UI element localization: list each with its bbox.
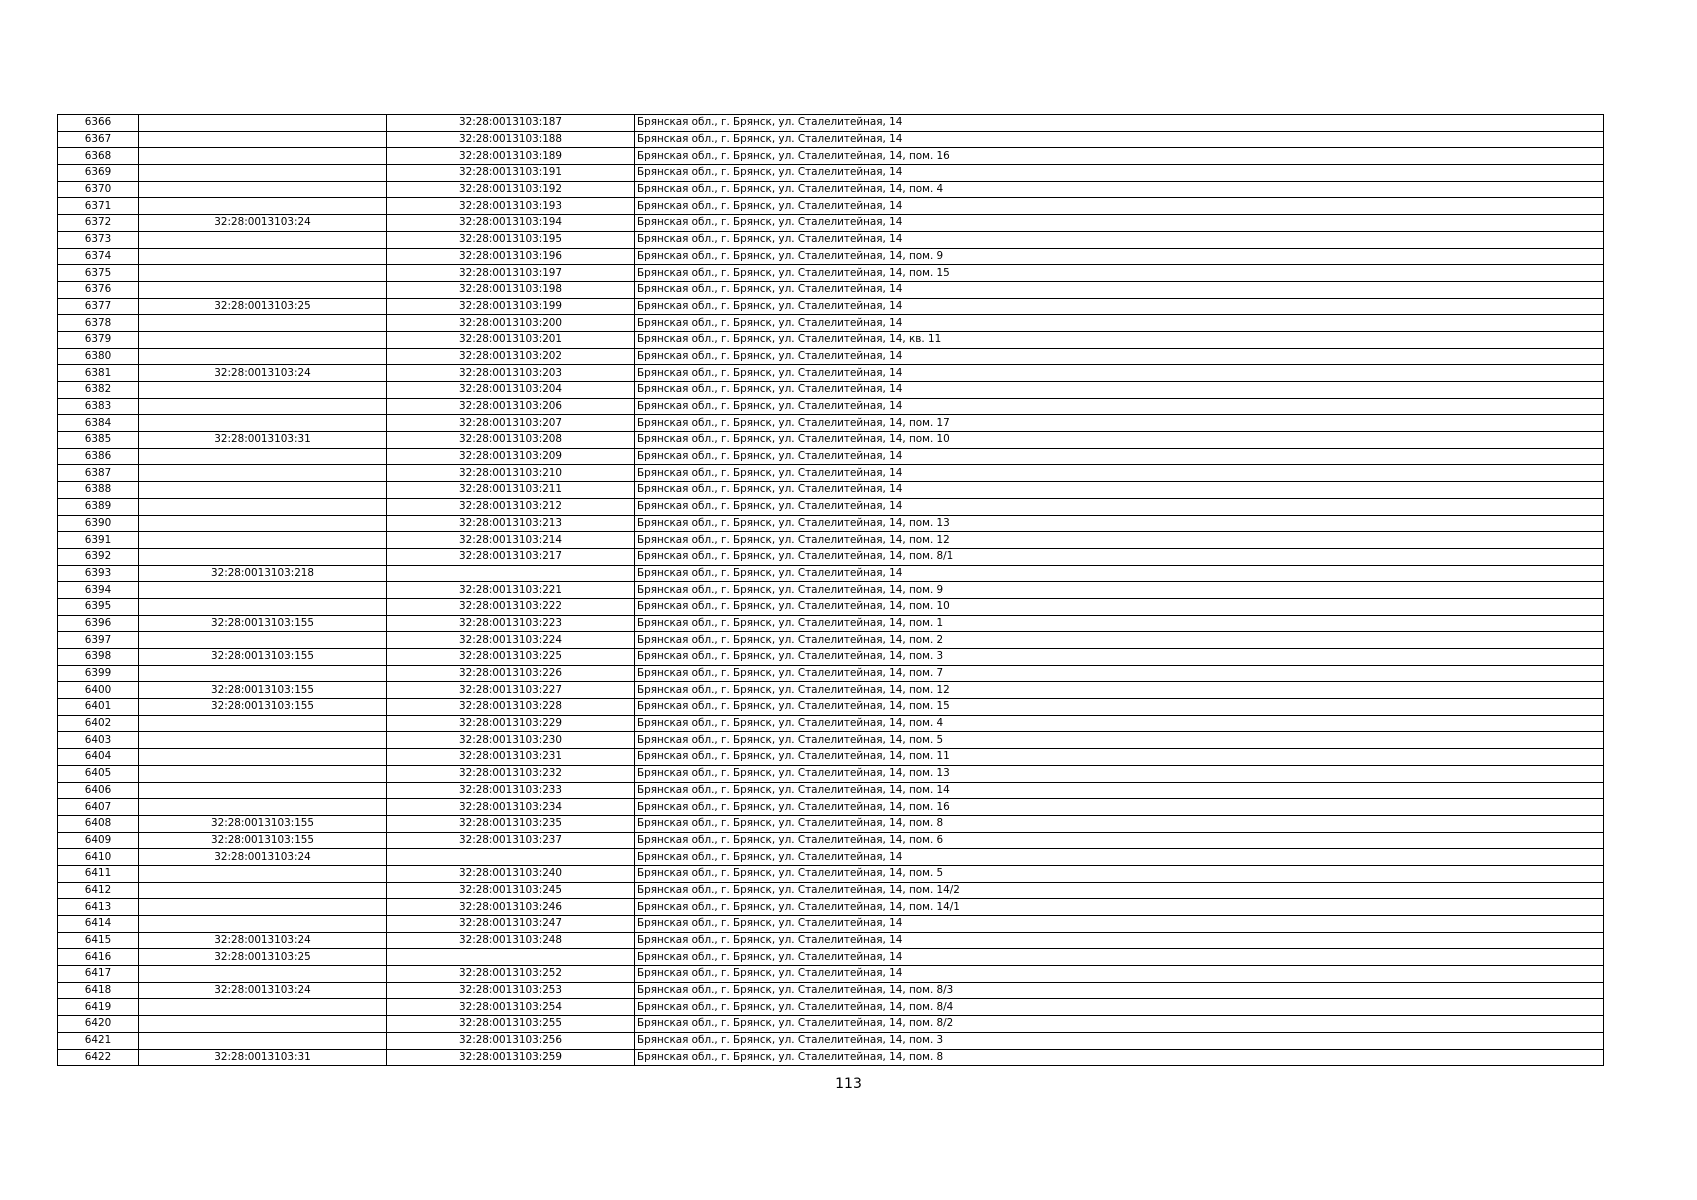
table-row xyxy=(58,1049,1604,1066)
cadastral-number-cell: 32:28:0013103:224 xyxy=(387,632,635,649)
address-cell: Брянская обл., г. Брянск, ул. Сталелитейная, 14, пом. 8/4 xyxy=(635,999,1604,1016)
parent-cadastral-number-cell xyxy=(139,448,387,465)
address-cell: Брянская обл., г. Брянск, ул. Сталелитейная, 14 xyxy=(635,398,1604,415)
cadastral-number-cell: 32:28:0013103:209 xyxy=(387,448,635,465)
parent-cadastral-number-cell: 32:28:0013103:155 xyxy=(139,615,387,632)
parent-cadastral-number-cell: 32:28:0013103:155 xyxy=(139,649,387,666)
table-row xyxy=(58,882,1604,899)
table-row xyxy=(58,916,1604,933)
table-row xyxy=(58,298,1604,315)
address-cell: Брянская обл., г. Брянск, ул. Сталелитейная, 14 xyxy=(635,198,1604,215)
parent-cadastral-number-cell: 32:28:0013103:31 xyxy=(139,432,387,449)
address-cell: Брянская обл., г. Брянск, ул. Сталелитейная, 14, пом. 9 xyxy=(635,582,1604,599)
row-number-cell: 6411 xyxy=(58,865,139,882)
cadastral-number-cell: 32:28:0013103:223 xyxy=(387,615,635,632)
cadastral-number-cell: 32:28:0013103:254 xyxy=(387,999,635,1016)
table-row xyxy=(58,382,1604,399)
row-number-cell: 6367 xyxy=(58,131,139,148)
cadastral-number-cell: 32:28:0013103:222 xyxy=(387,598,635,615)
cadastral-number-cell xyxy=(387,565,635,582)
row-number-cell: 6418 xyxy=(58,982,139,999)
cadastral-number-cell: 32:28:0013103:194 xyxy=(387,215,635,232)
cadastral-number-cell: 32:28:0013103:202 xyxy=(387,348,635,365)
row-number-cell: 6370 xyxy=(58,181,139,198)
address-cell: Брянская обл., г. Брянск, ул. Сталелитейная, 14, пом. 5 xyxy=(635,732,1604,749)
address-cell: Брянская обл., г. Брянск, ул. Сталелитейная, 14, пом. 10 xyxy=(635,598,1604,615)
address-cell: Брянская обл., г. Брянск, ул. Сталелитейная, 14, пом. 12 xyxy=(635,682,1604,699)
table-row xyxy=(58,966,1604,983)
row-number-cell: 6380 xyxy=(58,348,139,365)
table-row xyxy=(58,799,1604,816)
address-cell: Брянская обл., г. Брянск, ул. Сталелитейная, 14 xyxy=(635,916,1604,933)
parent-cadastral-number-cell xyxy=(139,532,387,549)
row-number-cell: 6403 xyxy=(58,732,139,749)
cadastral-number-cell: 32:28:0013103:214 xyxy=(387,532,635,549)
parent-cadastral-number-cell: 32:28:0013103:24 xyxy=(139,365,387,382)
cadastral-number-cell xyxy=(387,849,635,866)
row-number-cell: 6376 xyxy=(58,281,139,298)
cadastral-number-cell: 32:28:0013103:252 xyxy=(387,966,635,983)
row-number-cell: 6417 xyxy=(58,966,139,983)
parent-cadastral-number-cell xyxy=(139,181,387,198)
cadastral-number-cell: 32:28:0013103:195 xyxy=(387,231,635,248)
row-number-cell: 6396 xyxy=(58,615,139,632)
row-number-cell: 6389 xyxy=(58,498,139,515)
parent-cadastral-number-cell xyxy=(139,131,387,148)
table-row xyxy=(58,582,1604,599)
row-number-cell: 6391 xyxy=(58,532,139,549)
row-number-cell: 6415 xyxy=(58,932,139,949)
cadastral-register-table xyxy=(57,114,1604,1066)
parent-cadastral-number-cell xyxy=(139,165,387,182)
cadastral-number-cell: 32:28:0013103:229 xyxy=(387,715,635,732)
cadastral-number-cell: 32:28:0013103:201 xyxy=(387,331,635,348)
row-number-cell: 6408 xyxy=(58,815,139,832)
table-row xyxy=(58,999,1604,1016)
address-cell: Брянская обл., г. Брянск, ул. Сталелитейная, 14, пом. 1 xyxy=(635,615,1604,632)
table-row xyxy=(58,565,1604,582)
parent-cadastral-number-cell xyxy=(139,732,387,749)
address-cell: Брянская обл., г. Брянск, ул. Сталелитейная, 14, пом. 9 xyxy=(635,248,1604,265)
row-number-cell: 6386 xyxy=(58,448,139,465)
row-number-cell: 6379 xyxy=(58,331,139,348)
address-cell: Брянская обл., г. Брянск, ул. Сталелитейная, 14, пом. 7 xyxy=(635,665,1604,682)
parent-cadastral-number-cell xyxy=(139,498,387,515)
address-cell: Брянская обл., г. Брянск, ул. Сталелитейная, 14 xyxy=(635,115,1604,132)
row-number-cell: 6372 xyxy=(58,215,139,232)
table-row xyxy=(58,131,1604,148)
table-row xyxy=(58,148,1604,165)
parent-cadastral-number-cell xyxy=(139,281,387,298)
table-row xyxy=(58,1032,1604,1049)
cadastral-number-cell: 32:28:0013103:217 xyxy=(387,548,635,565)
cadastral-number-cell: 32:28:0013103:188 xyxy=(387,131,635,148)
table-row xyxy=(58,198,1604,215)
address-cell: Брянская обл., г. Брянск, ул. Сталелитейная, 14, пом. 15 xyxy=(635,265,1604,282)
row-number-cell: 6420 xyxy=(58,1016,139,1033)
address-cell: Брянская обл., г. Брянск, ул. Сталелитейная, 14 xyxy=(635,565,1604,582)
parent-cadastral-number-cell xyxy=(139,665,387,682)
row-number-cell: 6385 xyxy=(58,432,139,449)
table-row xyxy=(58,315,1604,332)
cadastral-number-cell: 32:28:0013103:246 xyxy=(387,899,635,916)
parent-cadastral-number-cell xyxy=(139,315,387,332)
parent-cadastral-number-cell: 32:28:0013103:25 xyxy=(139,949,387,966)
parent-cadastral-number-cell xyxy=(139,1016,387,1033)
row-number-cell: 6366 xyxy=(58,115,139,132)
cadastral-number-cell: 32:28:0013103:231 xyxy=(387,749,635,766)
address-cell: Брянская обл., г. Брянск, ул. Сталелитейная, 14, пом. 12 xyxy=(635,532,1604,549)
row-number-cell: 6409 xyxy=(58,832,139,849)
row-number-cell: 6405 xyxy=(58,765,139,782)
row-number-cell: 6382 xyxy=(58,382,139,399)
cadastral-number-cell: 32:28:0013103:207 xyxy=(387,415,635,432)
address-cell: Брянская обл., г. Брянск, ул. Сталелитейная, 14, пом. 16 xyxy=(635,799,1604,816)
address-cell: Брянская обл., г. Брянск, ул. Сталелитейная, 14, пом. 8/2 xyxy=(635,1016,1604,1033)
address-cell: Брянская обл., г. Брянск, ул. Сталелитейная, 14, пом. 14/1 xyxy=(635,899,1604,916)
row-number-cell: 6421 xyxy=(58,1032,139,1049)
cadastral-number-cell: 32:28:0013103:210 xyxy=(387,465,635,482)
row-number-cell: 6412 xyxy=(58,882,139,899)
cadastral-number-cell: 32:28:0013103:191 xyxy=(387,165,635,182)
address-cell: Брянская обл., г. Брянск, ул. Сталелитейная, 14, пом. 4 xyxy=(635,181,1604,198)
cadastral-number-cell: 32:28:0013103:208 xyxy=(387,432,635,449)
parent-cadastral-number-cell: 32:28:0013103:155 xyxy=(139,699,387,716)
row-number-cell: 6407 xyxy=(58,799,139,816)
row-number-cell: 6373 xyxy=(58,231,139,248)
row-number-cell: 6397 xyxy=(58,632,139,649)
table-row xyxy=(58,865,1604,882)
table-row xyxy=(58,649,1604,666)
parent-cadastral-number-cell xyxy=(139,882,387,899)
row-number-cell: 6381 xyxy=(58,365,139,382)
address-cell: Брянская обл., г. Брянск, ул. Сталелитейная, 14 xyxy=(635,482,1604,499)
row-number-cell: 6402 xyxy=(58,715,139,732)
row-number-cell: 6414 xyxy=(58,916,139,933)
cadastral-number-cell: 32:28:0013103:196 xyxy=(387,248,635,265)
address-cell: Брянская обл., г. Брянск, ул. Сталелитейная, 14 xyxy=(635,498,1604,515)
address-cell: Брянская обл., г. Брянск, ул. Сталелитейная, 14, пом. 2 xyxy=(635,632,1604,649)
cadastral-number-cell: 32:28:0013103:199 xyxy=(387,298,635,315)
parent-cadastral-number-cell xyxy=(139,999,387,1016)
table-row xyxy=(58,832,1604,849)
address-cell: Брянская обл., г. Брянск, ул. Сталелитейная, 14, пом. 10 xyxy=(635,432,1604,449)
cadastral-number-cell: 32:28:0013103:197 xyxy=(387,265,635,282)
parent-cadastral-number-cell xyxy=(139,265,387,282)
parent-cadastral-number-cell: 32:28:0013103:25 xyxy=(139,298,387,315)
cadastral-number-cell: 32:28:0013103:211 xyxy=(387,482,635,499)
row-number-cell: 6400 xyxy=(58,682,139,699)
table-row xyxy=(58,165,1604,182)
parent-cadastral-number-cell xyxy=(139,799,387,816)
table-row xyxy=(58,715,1604,732)
parent-cadastral-number-cell xyxy=(139,331,387,348)
table-row xyxy=(58,615,1604,632)
address-cell: Брянская обл., г. Брянск, ул. Сталелитейная, 14 xyxy=(635,365,1604,382)
table-row xyxy=(58,749,1604,766)
row-number-cell: 6368 xyxy=(58,148,139,165)
address-cell: Брянская обл., г. Брянск, ул. Сталелитейная, 14, пом. 8/1 xyxy=(635,548,1604,565)
cadastral-number-cell xyxy=(387,949,635,966)
address-cell: Брянская обл., г. Брянск, ул. Сталелитейная, 14 xyxy=(635,131,1604,148)
cadastral-number-cell: 32:28:0013103:245 xyxy=(387,882,635,899)
table-row xyxy=(58,231,1604,248)
parent-cadastral-number-cell xyxy=(139,632,387,649)
parent-cadastral-number-cell xyxy=(139,231,387,248)
row-number-cell: 6413 xyxy=(58,899,139,916)
table-row xyxy=(58,432,1604,449)
parent-cadastral-number-cell xyxy=(139,1032,387,1049)
address-cell: Брянская обл., г. Брянск, ул. Сталелитейная, 14, пом. 8 xyxy=(635,1049,1604,1066)
address-cell: Брянская обл., г. Брянск, ул. Сталелитейная, 14 xyxy=(635,298,1604,315)
parent-cadastral-number-cell xyxy=(139,548,387,565)
cadastral-number-cell: 32:28:0013103:212 xyxy=(387,498,635,515)
row-number-cell: 6404 xyxy=(58,749,139,766)
parent-cadastral-number-cell xyxy=(139,782,387,799)
table-row xyxy=(58,949,1604,966)
cadastral-number-cell: 32:28:0013103:237 xyxy=(387,832,635,849)
table-row xyxy=(58,765,1604,782)
parent-cadastral-number-cell: 32:28:0013103:155 xyxy=(139,832,387,849)
table-row xyxy=(58,498,1604,515)
cadastral-number-cell: 32:28:0013103:213 xyxy=(387,515,635,532)
table-row xyxy=(58,515,1604,532)
cadastral-number-cell: 32:28:0013103:253 xyxy=(387,982,635,999)
cadastral-number-cell: 32:28:0013103:247 xyxy=(387,916,635,933)
cadastral-number-cell: 32:28:0013103:221 xyxy=(387,582,635,599)
cadastral-number-cell: 32:28:0013103:230 xyxy=(387,732,635,749)
cadastral-number-cell: 32:28:0013103:198 xyxy=(387,281,635,298)
table-row xyxy=(58,782,1604,799)
parent-cadastral-number-cell: 32:28:0013103:24 xyxy=(139,982,387,999)
parent-cadastral-number-cell xyxy=(139,582,387,599)
row-number-cell: 6416 xyxy=(58,949,139,966)
address-cell: Брянская обл., г. Брянск, ул. Сталелитейная, 14 xyxy=(635,949,1604,966)
table-row xyxy=(58,281,1604,298)
table-row xyxy=(58,899,1604,916)
cadastral-number-cell: 32:28:0013103:226 xyxy=(387,665,635,682)
table-row xyxy=(58,665,1604,682)
page-number: 113 xyxy=(835,1076,862,1092)
register-table-body xyxy=(58,115,1604,1066)
parent-cadastral-number-cell xyxy=(139,148,387,165)
parent-cadastral-number-cell xyxy=(139,382,387,399)
parent-cadastral-number-cell xyxy=(139,715,387,732)
address-cell: Брянская обл., г. Брянск, ул. Сталелитейная, 14, пом. 8/3 xyxy=(635,982,1604,999)
address-cell: Брянская обл., г. Брянск, ул. Сталелитейная, 14, пом. 4 xyxy=(635,715,1604,732)
address-cell: Брянская обл., г. Брянск, ул. Сталелитейная, 14 xyxy=(635,231,1604,248)
table-row xyxy=(58,331,1604,348)
table-row xyxy=(58,632,1604,649)
cadastral-number-cell: 32:28:0013103:193 xyxy=(387,198,635,215)
cadastral-number-cell: 32:28:0013103:225 xyxy=(387,649,635,666)
table-row xyxy=(58,1016,1604,1033)
address-cell: Брянская обл., г. Брянск, ул. Сталелитейная, 14, пом. 13 xyxy=(635,515,1604,532)
parent-cadastral-number-cell xyxy=(139,115,387,132)
parent-cadastral-number-cell xyxy=(139,749,387,766)
parent-cadastral-number-cell: 32:28:0013103:218 xyxy=(139,565,387,582)
table-row xyxy=(58,115,1604,132)
parent-cadastral-number-cell: 32:28:0013103:31 xyxy=(139,1049,387,1066)
parent-cadastral-number-cell xyxy=(139,348,387,365)
cadastral-number-cell: 32:28:0013103:187 xyxy=(387,115,635,132)
table-row xyxy=(58,448,1604,465)
parent-cadastral-number-cell xyxy=(139,248,387,265)
address-cell: Брянская обл., г. Брянск, ул. Сталелитейная, 14 xyxy=(635,215,1604,232)
table-row xyxy=(58,415,1604,432)
row-number-cell: 6398 xyxy=(58,649,139,666)
parent-cadastral-number-cell xyxy=(139,415,387,432)
row-number-cell: 6392 xyxy=(58,548,139,565)
address-cell: Брянская обл., г. Брянск, ул. Сталелитейная, 14, пом. 6 xyxy=(635,832,1604,849)
cadastral-number-cell: 32:28:0013103:203 xyxy=(387,365,635,382)
address-cell: Брянская обл., г. Брянск, ул. Сталелитейная, 14 xyxy=(635,849,1604,866)
address-cell: Брянская обл., г. Брянск, ул. Сталелитейная, 14, пом. 14/2 xyxy=(635,882,1604,899)
row-number-cell: 6395 xyxy=(58,598,139,615)
address-cell: Брянская обл., г. Брянск, ул. Сталелитейная, 14 xyxy=(635,165,1604,182)
row-number-cell: 6390 xyxy=(58,515,139,532)
table-row xyxy=(58,532,1604,549)
row-number-cell: 6406 xyxy=(58,782,139,799)
cadastral-number-cell: 32:28:0013103:189 xyxy=(387,148,635,165)
address-cell: Брянская обл., г. Брянск, ул. Сталелитейная, 14, пом. 3 xyxy=(635,1032,1604,1049)
address-cell: Брянская обл., г. Брянск, ул. Сталелитейная, 14, пом. 17 xyxy=(635,415,1604,432)
address-cell: Брянская обл., г. Брянск, ул. Сталелитейная, 14, пом. 16 xyxy=(635,148,1604,165)
parent-cadastral-number-cell xyxy=(139,198,387,215)
address-cell: Брянская обл., г. Брянск, ул. Сталелитейная, 14 xyxy=(635,465,1604,482)
row-number-cell: 6369 xyxy=(58,165,139,182)
parent-cadastral-number-cell xyxy=(139,916,387,933)
row-number-cell: 6401 xyxy=(58,699,139,716)
address-cell: Брянская обл., г. Брянск, ул. Сталелитейная, 14, пом. 11 xyxy=(635,749,1604,766)
address-cell: Брянская обл., г. Брянск, ул. Сталелитейная, 14, кв. 11 xyxy=(635,331,1604,348)
address-cell: Брянская обл., г. Брянск, ул. Сталелитейная, 14 xyxy=(635,315,1604,332)
cadastral-number-cell: 32:28:0013103:255 xyxy=(387,1016,635,1033)
parent-cadastral-number-cell: 32:28:0013103:155 xyxy=(139,815,387,832)
row-number-cell: 6375 xyxy=(58,265,139,282)
table-row xyxy=(58,365,1604,382)
cadastral-number-cell: 32:28:0013103:228 xyxy=(387,699,635,716)
table-row xyxy=(58,982,1604,999)
parent-cadastral-number-cell xyxy=(139,865,387,882)
table-row xyxy=(58,348,1604,365)
table-row xyxy=(58,682,1604,699)
table-row xyxy=(58,215,1604,232)
address-cell: Брянская обл., г. Брянск, ул. Сталелитейная, 14, пом. 3 xyxy=(635,649,1604,666)
table-row xyxy=(58,265,1604,282)
table-row xyxy=(58,398,1604,415)
row-number-cell: 6374 xyxy=(58,248,139,265)
table-row xyxy=(58,181,1604,198)
cadastral-number-cell: 32:28:0013103:227 xyxy=(387,682,635,699)
address-cell: Брянская обл., г. Брянск, ул. Сталелитейная, 14 xyxy=(635,281,1604,298)
row-number-cell: 6419 xyxy=(58,999,139,1016)
parent-cadastral-number-cell xyxy=(139,398,387,415)
row-number-cell: 6378 xyxy=(58,315,139,332)
parent-cadastral-number-cell xyxy=(139,465,387,482)
row-number-cell: 6410 xyxy=(58,849,139,866)
parent-cadastral-number-cell: 32:28:0013103:24 xyxy=(139,932,387,949)
table-row xyxy=(58,548,1604,565)
address-cell: Брянская обл., г. Брянск, ул. Сталелитейная, 14, пом. 15 xyxy=(635,699,1604,716)
row-number-cell: 6422 xyxy=(58,1049,139,1066)
address-cell: Брянская обл., г. Брянск, ул. Сталелитейная, 14 xyxy=(635,932,1604,949)
parent-cadastral-number-cell xyxy=(139,515,387,532)
cadastral-number-cell: 32:28:0013103:259 xyxy=(387,1049,635,1066)
parent-cadastral-number-cell: 32:28:0013103:24 xyxy=(139,849,387,866)
table-row xyxy=(58,932,1604,949)
cadastral-number-cell: 32:28:0013103:235 xyxy=(387,815,635,832)
parent-cadastral-number-cell xyxy=(139,598,387,615)
row-number-cell: 6377 xyxy=(58,298,139,315)
row-number-cell: 6399 xyxy=(58,665,139,682)
cadastral-number-cell: 32:28:0013103:192 xyxy=(387,181,635,198)
cadastral-number-cell: 32:28:0013103:206 xyxy=(387,398,635,415)
row-number-cell: 6384 xyxy=(58,415,139,432)
address-cell: Брянская обл., г. Брянск, ул. Сталелитейная, 14 xyxy=(635,382,1604,399)
parent-cadastral-number-cell xyxy=(139,765,387,782)
table-row xyxy=(58,482,1604,499)
table-row xyxy=(58,815,1604,832)
address-cell: Брянская обл., г. Брянск, ул. Сталелитейная, 14 xyxy=(635,348,1604,365)
table-row xyxy=(58,732,1604,749)
table-row xyxy=(58,248,1604,265)
address-cell: Брянская обл., г. Брянск, ул. Сталелитейная, 14, пом. 8 xyxy=(635,815,1604,832)
cadastral-number-cell: 32:28:0013103:234 xyxy=(387,799,635,816)
address-cell: Брянская обл., г. Брянск, ул. Сталелитейная, 14 xyxy=(635,966,1604,983)
address-cell: Брянская обл., г. Брянск, ул. Сталелитейная, 14, пом. 13 xyxy=(635,765,1604,782)
table-row xyxy=(58,598,1604,615)
cadastral-number-cell: 32:28:0013103:232 xyxy=(387,765,635,782)
parent-cadastral-number-cell xyxy=(139,899,387,916)
row-number-cell: 6393 xyxy=(58,565,139,582)
table-row xyxy=(58,849,1604,866)
row-number-cell: 6383 xyxy=(58,398,139,415)
row-number-cell: 6371 xyxy=(58,198,139,215)
parent-cadastral-number-cell xyxy=(139,966,387,983)
parent-cadastral-number-cell: 32:28:0013103:24 xyxy=(139,215,387,232)
row-number-cell: 6388 xyxy=(58,482,139,499)
table-row xyxy=(58,699,1604,716)
cadastral-number-cell: 32:28:0013103:233 xyxy=(387,782,635,799)
address-cell: Брянская обл., г. Брянск, ул. Сталелитейная, 14, пом. 14 xyxy=(635,782,1604,799)
row-number-cell: 6387 xyxy=(58,465,139,482)
parent-cadastral-number-cell xyxy=(139,482,387,499)
cadastral-number-cell: 32:28:0013103:248 xyxy=(387,932,635,949)
parent-cadastral-number-cell: 32:28:0013103:155 xyxy=(139,682,387,699)
address-cell: Брянская обл., г. Брянск, ул. Сталелитейная, 14, пом. 5 xyxy=(635,865,1604,882)
cadastral-number-cell: 32:28:0013103:204 xyxy=(387,382,635,399)
cadastral-number-cell: 32:28:0013103:256 xyxy=(387,1032,635,1049)
cadastral-number-cell: 32:28:0013103:200 xyxy=(387,315,635,332)
table-row xyxy=(58,465,1604,482)
cadastral-number-cell: 32:28:0013103:240 xyxy=(387,865,635,882)
row-number-cell: 6394 xyxy=(58,582,139,599)
address-cell: Брянская обл., г. Брянск, ул. Сталелитейная, 14 xyxy=(635,448,1604,465)
